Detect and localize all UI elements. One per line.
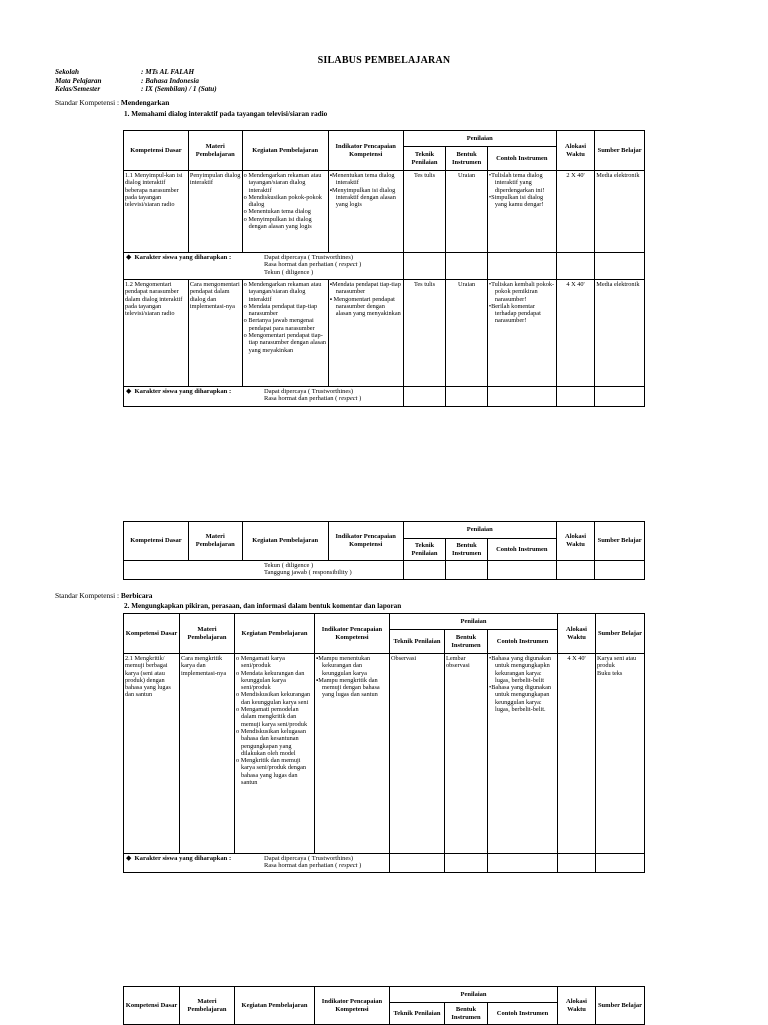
karakter-item: Rasa hormat dan perhatian ( respect ): [264, 261, 362, 269]
header-kegiatan: Kegiatan Pembelajaran: [235, 987, 315, 1025]
header-teknik: Teknik Penilaian: [390, 1003, 445, 1025]
karakter-cell: [124, 253, 404, 280]
karakter-item: Dapat dipercaya ( Trustworthines): [264, 254, 353, 261]
syllabus-table-4: [123, 986, 645, 1025]
header-bentuk: Bentuk Instrumen: [446, 539, 488, 561]
list-item: o Mendengarkan rekaman atau tayangan/siaran dialog interaktif: [244, 281, 327, 303]
indikator-cell: [328, 280, 403, 387]
list-item: o Mendiskusikan kekurangan dan keunggulan karya seni: [236, 691, 313, 706]
header-penilaian: Penilaian: [403, 522, 556, 539]
kegiatan-cell: [242, 171, 328, 253]
header-materi: Materi Pembelajaran: [188, 131, 242, 171]
header-bentuk: Bentuk Instrumen: [446, 147, 488, 171]
header-sumber: Sumber Belajar: [595, 131, 645, 171]
header-teknik: Teknik Penilaian: [403, 147, 446, 171]
bentuk-cell: Lembar observasi: [445, 654, 488, 854]
karakter-item: Tekun ( diligence ): [264, 562, 314, 569]
table-row: [124, 171, 645, 253]
header-bentuk: Bentuk Instrumen: [445, 1003, 488, 1025]
karakter-label: Karakter siswa yang diharapkan :: [134, 388, 232, 395]
header-materi: Materi Pembelajaran: [180, 614, 235, 654]
header-materi: Materi Pembelajaran: [188, 522, 242, 561]
header-sumber: Sumber Belajar: [596, 614, 645, 654]
list-item: • Tulislah tema dialog interaktif yang diperdengarkan ini!: [489, 172, 555, 194]
list-item: ▪ Menentukan tema dialog interaktif: [330, 172, 402, 187]
header-contoh: Contoh Instrumen: [488, 630, 558, 654]
list-item: ▪ Menyimpulkan isi dialog interaktif dengan alasan yang logis: [330, 187, 402, 209]
header-teknik: Teknik Penilaian: [403, 539, 446, 561]
header-materi: Materi Pembelajaran: [180, 987, 235, 1025]
meta-row: Kelas/Semester : IX (Sembilan) / 1 (Satu): [55, 85, 217, 94]
header-alokasi: Alokasi Waktu: [558, 614, 596, 654]
karakter-label: Karakter siswa yang diharapkan :: [134, 855, 232, 862]
diamond-icon: ◆: [126, 387, 132, 395]
header-sumber: Sumber Belajar: [596, 987, 645, 1025]
list-item: o Mengkritik dan memuji karya seni/produk dengan bahasa yang lugas dan santun: [236, 757, 313, 786]
indikator-cell: [328, 171, 403, 253]
header-indikator: Indikator Pencapaian Kompetensi: [315, 614, 390, 654]
meta-row: Mata Pelajaran : Bahasa Indonesia: [55, 76, 199, 85]
syllabus-table-2: [123, 521, 645, 580]
karakter-row: [124, 561, 645, 580]
header-kegiatan: Kegiatan Pembelajaran: [242, 131, 328, 171]
standar-kompetensi-2: Standar Kompetensi : Berbicara: [55, 591, 153, 600]
list-item: o Mengamati karya seni/produk: [236, 655, 313, 670]
karakter-label: Karakter siswa yang diharapkan :: [134, 254, 232, 261]
list-item: o Mendata kekurangan dan keunggulan karya seni/produk: [236, 670, 313, 692]
teknik-cell: Tes tulis: [403, 280, 446, 387]
header-penilaian: Penilaian: [403, 131, 556, 147]
header-indikator: Indikator Pencapaian Kompetensi: [315, 987, 390, 1025]
syllabus-table-3: [123, 613, 645, 873]
karakter-cell: [124, 387, 404, 407]
karakter-row: [124, 854, 645, 873]
alokasi-cell: 2 X 40': [556, 171, 595, 253]
list-item: o Bertanya jawab mengenai pendapat para narasumber: [244, 317, 327, 332]
karakter-row: [124, 253, 645, 280]
karakter-item: Dapat dipercaya ( Trustworthines): [264, 388, 353, 395]
list-item: o Mendiskusikan kelugasan bahasa dan kesantunan pengungkapan yang dilakukan oleh model: [236, 728, 313, 757]
kegiatan-cell: [235, 654, 315, 854]
karakter-item: Rasa hormat dan perhatian ( respect ): [264, 395, 362, 403]
meta-block: [55, 68, 217, 94]
list-item: • Berilah komentar terhadap pendapat narasumber!: [489, 303, 555, 325]
header-kd: Kompetensi Dasar: [124, 131, 189, 171]
header-kegiatan: Kegiatan Pembelajaran: [242, 522, 328, 561]
list-item: • Bahasa yang digunakan untuk mengungkapkn kekurangan karya: lugas, berbelit-belit: [489, 655, 556, 684]
page-title: SILABUS PEMBELAJARAN: [317, 55, 451, 66]
list-item: ▪ Mengomentari pendapat narasumber dengan alasan yang menyakinkan: [330, 296, 402, 318]
list-item: o Mengamati pemodelan dalam mengkritik dan memuji karya seni/produk: [236, 706, 313, 728]
alokasi-cell: 4 X 40': [556, 280, 595, 387]
table-row: [124, 280, 645, 387]
header-sumber: Sumber Belajar: [595, 522, 645, 561]
sumber-cell: Media elektronik: [595, 280, 645, 387]
materi-cell: Penyimpulan dialog interaktif: [188, 171, 242, 253]
header-kd: Kompetensi Dasar: [124, 987, 180, 1025]
list-item: • Simpulkan isi dialog yang kamu dengar!: [489, 194, 555, 209]
list-item: o Mendengarkan rekaman atau tayangan/siaran dialog interaktif: [244, 172, 327, 194]
karakter-item: Rasa hormat dan perhatian ( respect ): [264, 862, 362, 870]
kd-cell: 2.1 Mengkritik/ memuji berbagai karya (seni atau produk) dengan bahasa yang lugas dan santun: [124, 654, 180, 854]
list-item: ▪ Mampu mengkritik dan memuji dengan bahasa yang lugas dan santun: [316, 677, 388, 699]
karakter-item: Tekun ( diligence ): [264, 268, 314, 276]
table-row: [124, 654, 645, 854]
contoh-cell: [487, 280, 556, 387]
teknik-cell: Tes tulis: [403, 171, 446, 253]
list-item: • Bahasa yang digunakan untuk mengungkapan keunggulan karya: lugas, berbelit-belit.: [489, 684, 556, 713]
header-alokasi: Alokasi Waktu: [558, 987, 596, 1025]
karakter-item: Tanggung jawab ( responsibility ): [264, 569, 352, 577]
list-item: o Menentukan tema dialog: [244, 208, 327, 215]
sumber-cell: Media elektronik: [595, 171, 645, 253]
list-item: ▪ Mampu menentukan kekurangan dan keunggulan karya: [316, 655, 388, 677]
kd-title-2: 2. Mengungkapkan pikiran, perasaan, dan informasi dalam bentuk komentar dan laporan: [124, 602, 402, 610]
standar-kompetensi-1: Standar Kompetensi : Mendengarkan: [55, 98, 170, 107]
syllabus-table-1: [123, 130, 645, 407]
header-kd: Kompetensi Dasar: [124, 614, 180, 654]
header-contoh: Contoh Instrumen: [487, 147, 556, 171]
contoh-cell: [487, 171, 556, 253]
list-item: • Tuliskan kembali pokok-pokok pemikiran narasumber!: [489, 281, 555, 303]
header-alokasi: Alokasi Waktu: [556, 131, 595, 171]
alokasi-cell: 4 X 40': [558, 654, 596, 854]
kegiatan-cell: [242, 280, 328, 387]
karakter-cell: [124, 854, 390, 873]
list-item: o Menyimpulkan isi dialog dengan alasan yang logis: [244, 216, 327, 231]
materi-cell: Cara mengomentari pendapat dalam dialog dan implementasi-nya: [188, 280, 242, 387]
list-item: o Mengomentari pendapat tiap-tiap narasumber dengan alasan yang meyakinkan: [244, 332, 327, 354]
bentuk-cell: Uraian: [446, 171, 488, 253]
header-penilaian: Penilaian: [390, 614, 558, 630]
diamond-icon: ◆: [126, 854, 132, 862]
header-indikator: Indikator Pencapaian Kompetensi: [328, 522, 403, 561]
teknik-cell: Observasi: [390, 654, 445, 854]
karakter-cell: [124, 561, 404, 580]
header-bentuk: Bentuk Instrumen: [445, 630, 488, 654]
bentuk-cell: Uraian: [446, 280, 488, 387]
header-alokasi: Alokasi Waktu: [556, 522, 595, 561]
kd-title-1: 1. Memahami dialog interaktif pada tayangan televisi/siaran radio: [124, 110, 328, 118]
header-teknik: Teknik Penilaian: [390, 630, 445, 654]
indikator-cell: [315, 654, 390, 854]
meta-row: Sekolah : MTs AL FALAH: [55, 68, 195, 76]
karakter-item: Dapat dipercaya ( Trustworthines): [264, 855, 353, 862]
contoh-cell: [488, 654, 558, 854]
karakter-row: [124, 387, 645, 407]
kd-cell: 1.2 Mengomentari pendapat narasumber dalam dialog interaktif pada tayangan televisi/siaran radio: [124, 280, 189, 387]
sumber-item: Buku teks: [597, 669, 623, 677]
header-kd: Kompetensi Dasar: [124, 522, 189, 561]
header-kegiatan: Kegiatan Pembelajaran: [235, 614, 315, 654]
header-contoh: Contoh Instrumen: [487, 539, 556, 561]
kd-cell: 1.1 Menyimpul-kan isi dialog interaktif beberapa narasumber pada tayangan televisi/siaran radio: [124, 171, 189, 253]
sumber-cell: [596, 654, 645, 854]
list-item: o Mendiskusikan pokok-pokok dialog: [244, 194, 327, 209]
list-item: ▪ Mendata pendapat tiap-tiap narasumber: [330, 281, 402, 296]
header-indikator: Indikator Pencapaian Kompetensi: [328, 131, 403, 171]
materi-cell: Cara mengkritik karya dan implementasi-nya: [180, 654, 235, 854]
sumber-item: Karya seni atau produk: [597, 655, 637, 670]
header-penilaian: Penilaian: [390, 987, 558, 1003]
diamond-icon: ◆: [126, 253, 132, 261]
header-contoh: Contoh Instrumen: [488, 1003, 558, 1025]
list-item: o Mendata pendapat tiap-tiap narasumber: [244, 303, 327, 318]
